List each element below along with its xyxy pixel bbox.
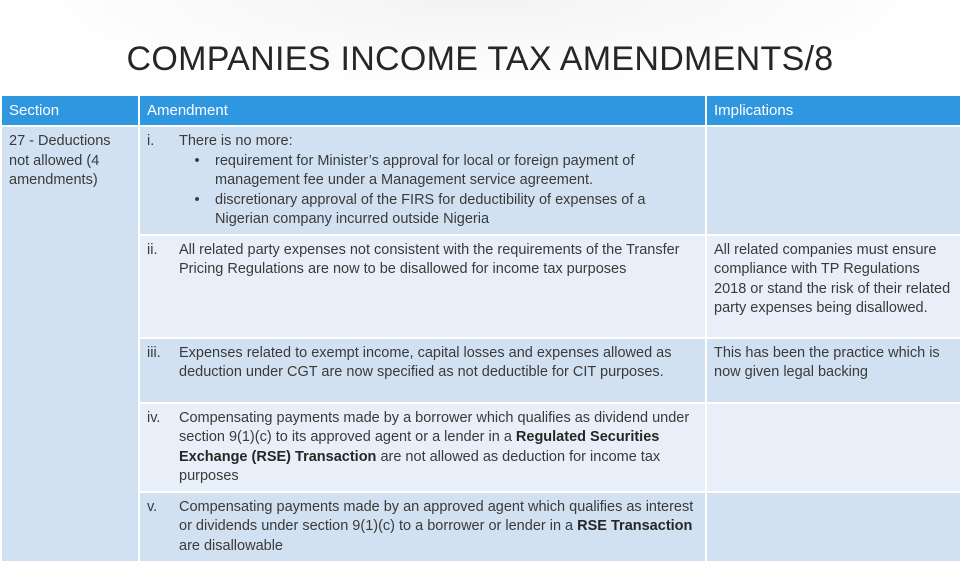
table-row	[1, 492, 961, 562]
header-section: Section	[1, 95, 139, 126]
amendment-text: All related party expenses not consistent with the requirements of the Transfer Pricing Regulations are now to be disallowed for income tax purposes	[179, 241, 680, 277]
amendment-bold-term: Regulated Securities Exchange (RSE) Transaction	[179, 429, 660, 465]
amendment-cell	[139, 235, 706, 338]
list-item	[179, 152, 698, 191]
item-number: ii.	[147, 241, 158, 258]
implication-cell: All related companies must ensure compliance with TP Regulations 2018 or stand the risk of their related party expenses being disallowed.	[706, 235, 961, 338]
amendment-text-part: Compensating payments made by an approved agent which qualifies as interest or dividends under section 9(1)(c) to a borrower or lender in a	[179, 498, 694, 534]
amendment-text-part: are not allowed as deduction for income tax purposes	[179, 448, 661, 484]
section-cell: 27 - Deductions not allowed (4 amendments)	[1, 126, 139, 562]
list-item	[179, 191, 698, 230]
amendment-text	[179, 498, 698, 557]
implication-cell	[706, 492, 961, 562]
amendment-intro: There is no more:	[179, 133, 293, 149]
item-number: iv.	[147, 409, 161, 426]
bullet-icon: •	[194, 191, 200, 208]
amendment-bold-term: RSE Transaction	[577, 518, 693, 534]
bullet-text: discretionary approval of the FIRS for deductibility of expenses of a Nigerian company incurred outside Nigeria	[215, 191, 646, 227]
header-implications: Implications	[706, 95, 961, 126]
amendments-table	[0, 94, 962, 563]
bullet-text: requirement for Minister’s approval for local or foreign payment of management fee under a Management service agreement.	[215, 152, 635, 188]
amendment-cell	[139, 338, 706, 403]
amendment-cell	[139, 126, 706, 235]
table-header-row	[1, 95, 961, 126]
slide-title: COMPANIES INCOME TAX AMENDMENTS/8	[126, 40, 834, 78]
bullet-icon: •	[194, 152, 200, 169]
amendment-text	[179, 409, 698, 487]
table-row	[1, 403, 961, 492]
amendment-text-part: Compensating payments made by a borrower which qualifies as dividend under section 9(1)(c) to its approved agent or a lender in a	[179, 409, 690, 445]
item-number: i.	[147, 133, 155, 149]
amendment-cell	[139, 403, 706, 492]
implication-cell	[706, 403, 961, 492]
item-number: v.	[147, 498, 158, 515]
item-number: iii.	[147, 344, 161, 361]
implication-cell	[706, 126, 961, 235]
amendment-text-part: are disallowable	[179, 537, 283, 554]
table-row	[1, 235, 961, 338]
amendment-cell	[139, 492, 706, 562]
header-amendment: Amendment	[139, 95, 706, 126]
table-row	[1, 126, 961, 235]
implication-cell: This has been the practice which is now given legal backing	[706, 338, 961, 403]
table-row	[1, 338, 961, 403]
amendment-text: Expenses related to exempt income, capital losses and expenses allowed as deduction under CGT are now specified as not deductible for CIT purposes.	[179, 344, 672, 380]
